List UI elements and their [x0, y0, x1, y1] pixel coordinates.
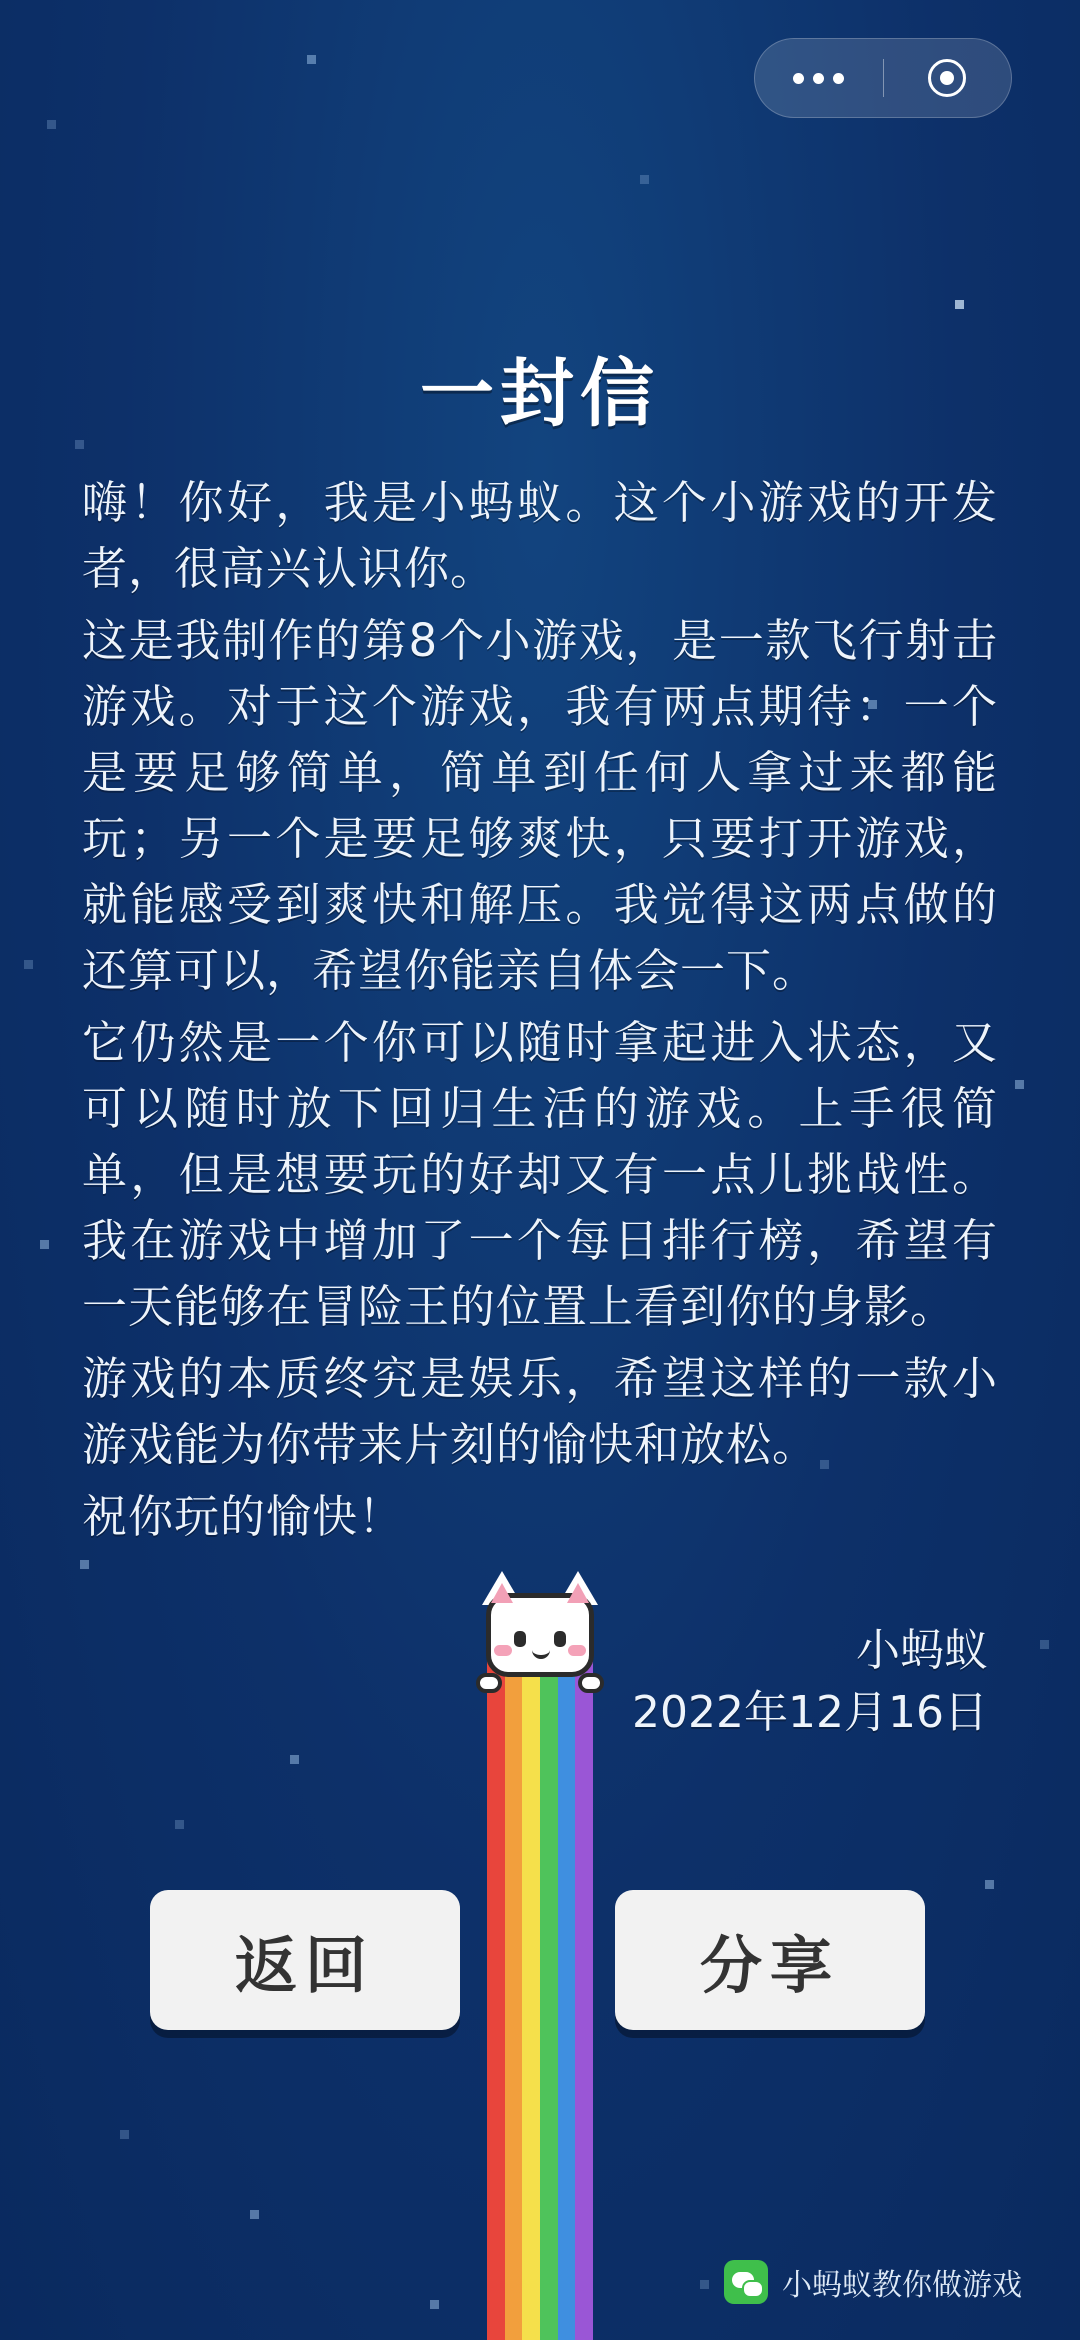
- wechat-account-name: 小蚂蚁教你做游戏: [782, 2268, 1022, 2303]
- star-decoration: [290, 1755, 299, 1764]
- star-decoration: [175, 1820, 184, 1829]
- signature-author: 小蚂蚁: [856, 1625, 988, 1676]
- star-decoration: [40, 1240, 49, 1249]
- star-decoration: [430, 2300, 439, 2309]
- miniprogram-capsule[interactable]: [754, 38, 1012, 118]
- target-circle-icon: [928, 59, 966, 97]
- wechat-account-footer: [724, 2260, 1022, 2304]
- rainbow-beam-decoration: [487, 1645, 593, 2340]
- star-decoration: [1015, 1080, 1024, 1089]
- star-decoration: [24, 960, 33, 969]
- signature-block: [632, 1620, 988, 1744]
- star-decoration: [985, 1880, 994, 1889]
- share-button[interactable]: 分享: [615, 1890, 925, 2030]
- close-miniprogram-button[interactable]: [884, 39, 1012, 117]
- star-decoration: [955, 300, 964, 309]
- cat-mascot-icon: [470, 1575, 610, 1695]
- star-decoration: [120, 2130, 129, 2139]
- wechat-icon: [724, 2260, 768, 2304]
- letter-paragraph: 嗨！你好，我是小蚂蚁。这个小游戏的开发者，很高兴认识你。: [82, 476, 998, 595]
- more-menu-button[interactable]: [755, 39, 883, 117]
- signature-date: 2022年12月16日: [632, 1687, 988, 1738]
- letter-body: [82, 470, 998, 1550]
- letter-paragraph: 这是我制作的第8个小游戏，是一款飞行射击游戏。对于这个游戏，我有两点期待：一个是要足够简单，简单到任何人拿过来都能玩；另一个是要足够爽快，只要打开游戏，就能感受到爽快和解压。我觉得这两点做的还算可以，希望你能亲自体会一下。: [82, 614, 998, 997]
- back-button[interactable]: 返回: [150, 1890, 460, 2030]
- star-decoration: [307, 55, 316, 64]
- page-title: 一封信: [420, 351, 660, 437]
- star-decoration: [75, 440, 84, 449]
- star-decoration: [47, 120, 56, 129]
- letter-paragraph: 祝你玩的愉快！: [82, 1490, 405, 1543]
- letter-paragraph: 游戏的本质终究是娱乐，希望这样的一款小游戏能为你带来片刻的愉快和放松。: [82, 1352, 998, 1471]
- star-decoration: [250, 2210, 259, 2219]
- star-decoration: [700, 2280, 709, 2289]
- more-dots-icon: [793, 73, 844, 84]
- star-decoration: [640, 175, 649, 184]
- star-decoration: [1040, 1640, 1049, 1649]
- letter-paragraph: 它仍然是一个你可以随时拿起进入状态，又可以随时放下回归生活的游戏。上手很简单，但是想要玩的好却又有一点儿挑战性。我在游戏中增加了一个每日排行榜，希望有一天能够在冒险王的位置上看到你的身影。: [82, 1016, 998, 1333]
- star-decoration: [80, 1560, 89, 1569]
